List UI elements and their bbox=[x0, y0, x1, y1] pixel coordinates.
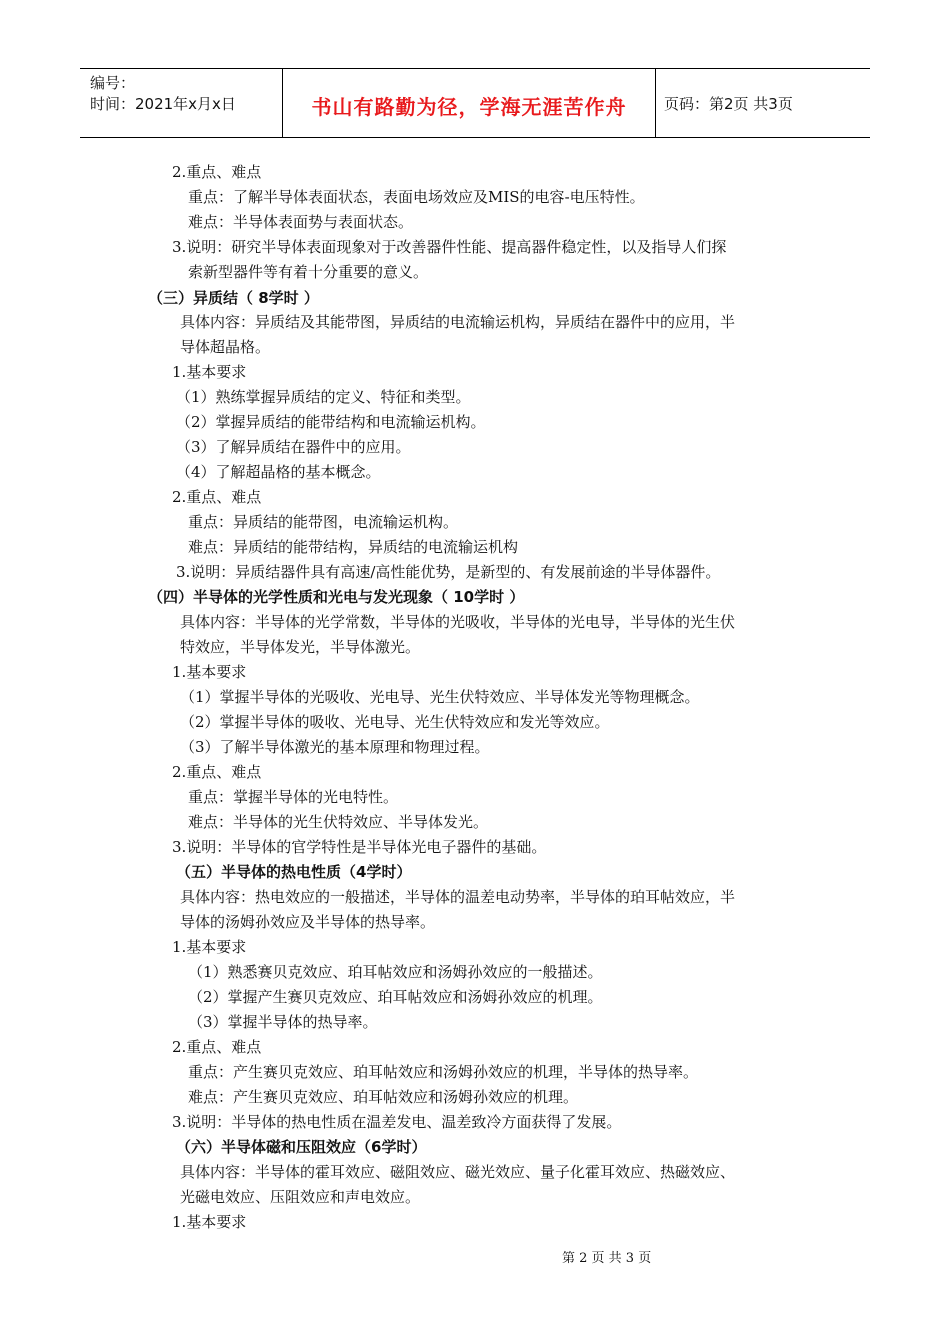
list-item: （3）掌握半导体的热导率。 bbox=[188, 1013, 378, 1031]
header-motto: 书山有路勤为径，学海无涯苦作舟 bbox=[311, 95, 627, 119]
body-line: 重点：掌握半导体的光电特性。 bbox=[188, 788, 399, 806]
body-line: 导体超晶格。 bbox=[180, 338, 271, 356]
body-line: 难点：异质结的能带结构，异质结的电流输运机构 bbox=[188, 538, 519, 556]
header-info-cell bbox=[80, 69, 282, 137]
body-line: 3.说明：半导体的官学特性是半导体光电子器件的基础。 bbox=[172, 838, 547, 856]
list-item: （3）了解异质结在器件中的应用。 bbox=[176, 438, 411, 456]
section-subheading: 2.重点、难点 bbox=[172, 488, 262, 506]
body-line: 重点：异质结的能带图，电流输运机构。 bbox=[188, 513, 459, 531]
list-item: （4）了解超晶格的基本概念。 bbox=[176, 463, 381, 481]
body-line: 特效应，半导体发光，半导体激光。 bbox=[180, 638, 421, 656]
section-subheading: 2.重点、难点 bbox=[172, 1038, 262, 1056]
body-line: 导体的汤姆孙效应及半导体的热导率。 bbox=[180, 913, 436, 931]
body-line: 3.说明：半导体的热电性质在温差发电、温差致冷方面获得了发展。 bbox=[172, 1113, 622, 1131]
section-subheading: 2.重点、难点 bbox=[172, 163, 262, 181]
body-line: 难点：产生赛贝克效应、珀耳帖效应和汤姆孙效应的机理。 bbox=[188, 1088, 579, 1106]
list-item: （1）熟练掌握异质结的定义、特征和类型。 bbox=[176, 388, 471, 406]
section-heading: （三）异质结（ 8学时 ） bbox=[148, 289, 319, 307]
section-subheading: 2.重点、难点 bbox=[172, 763, 262, 781]
page-footer: 第 2 页 共 3 页 bbox=[562, 1251, 652, 1266]
section-heading: （五）半导体的热电性质（4学时） bbox=[176, 863, 412, 881]
section-heading: （六）半导体磁和压阻效应（6学时） bbox=[176, 1138, 427, 1156]
body-line: 具体内容：半导体的光学常数，半导体的光吸收，半导体的光电导，半导体的光生伏 bbox=[180, 613, 736, 631]
page-header bbox=[80, 68, 870, 138]
list-item: （1）熟悉赛贝克效应、珀耳帖效应和汤姆孙效应的一般描述。 bbox=[188, 963, 603, 981]
header-page-info: 页码：第2页 共3页 bbox=[664, 95, 793, 113]
section-subheading: 1.基本要求 bbox=[172, 363, 247, 381]
body-line: 3.说明：研究半导体表面现象对于改善器件性能、提高器件稳定性，以及指导人们探 bbox=[172, 238, 727, 256]
body-line: 具体内容：半导体的霍耳效应、磁阻效应、磁光效应、量子化霍耳效应、热磁效应、 bbox=[180, 1163, 736, 1181]
document-number-label: 编号： bbox=[90, 74, 136, 92]
list-item: （3）了解半导体激光的基本原理和物理过程。 bbox=[180, 738, 490, 756]
body-line: 重点：产生赛贝克效应、珀耳帖效应和汤姆孙效应的机理，半导体的热导率。 bbox=[188, 1063, 699, 1081]
body-line: 3.说明：异质结器件具有高速/高性能优势，是新型的、有发展前途的半导体器件。 bbox=[176, 563, 721, 581]
list-item: （1）掌握半导体的光吸收、光电导、光生伏特效应、半导体发光等物理概念。 bbox=[180, 688, 700, 706]
body-line: 难点：半导体的光生伏特效应、半导体发光。 bbox=[188, 813, 489, 831]
list-item: （2）掌握半导体的吸收、光电导、光生伏特效应和发光等效应。 bbox=[180, 713, 610, 731]
body-line: 光磁电效应、压阻效应和声电效应。 bbox=[180, 1188, 421, 1206]
header-motto-cell bbox=[282, 69, 656, 137]
body-line: 具体内容：异质结及其能带图，异质结的电流输运机构，异质结在器件中的应用，半 bbox=[180, 313, 736, 331]
header-page-cell bbox=[656, 69, 870, 137]
body-line: 具体内容：热电效应的一般描述，半导体的温差电动势率，半导体的珀耳帖效应，半 bbox=[180, 888, 736, 906]
body-line: 重点：了解半导体表面状态，表面电场效应及MIS的电容-电压特性。 bbox=[188, 188, 645, 206]
section-subheading: 1.基本要求 bbox=[172, 663, 247, 681]
list-item: （2）掌握异质结的能带结构和电流输运机构。 bbox=[176, 413, 486, 431]
body-line: 索新型器件等有着十分重要的意义。 bbox=[188, 263, 429, 281]
section-subheading: 1.基本要求 bbox=[172, 1213, 247, 1231]
document-date: 时间：2021年x月x日 bbox=[90, 95, 236, 113]
section-subheading: 1.基本要求 bbox=[172, 938, 247, 956]
body-line: 难点：半导体表面势与表面状态。 bbox=[188, 213, 414, 231]
list-item: （2）掌握产生赛贝克效应、珀耳帖效应和汤姆孙效应的机理。 bbox=[188, 988, 603, 1006]
section-heading: （四）半导体的光学性质和光电与发光现象（ 10学时 ） bbox=[148, 588, 525, 606]
